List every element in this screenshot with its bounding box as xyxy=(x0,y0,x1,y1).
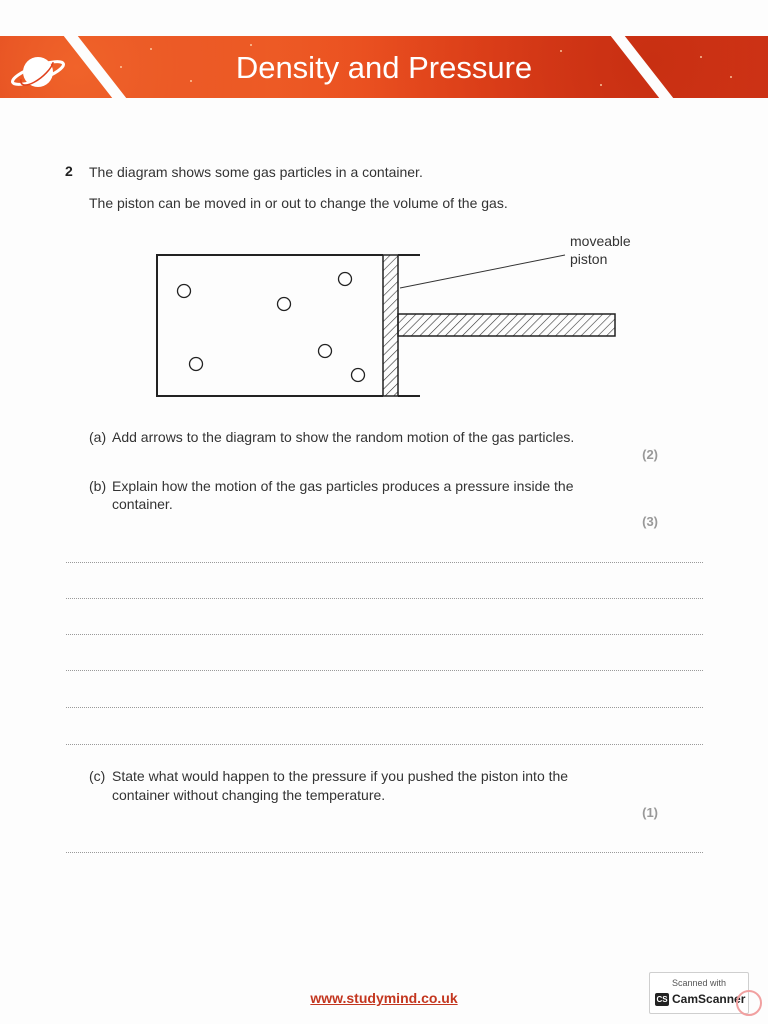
answer-line[interactable] xyxy=(66,562,703,563)
piston-rod xyxy=(398,314,615,336)
watermark-circle-icon xyxy=(736,990,762,1016)
question-intro: The diagram shows some gas particles in a container. xyxy=(89,164,423,180)
answer-line[interactable] xyxy=(66,707,703,708)
page-title: Density and Pressure xyxy=(235,50,533,85)
part-a-text: Add arrows to the diagram to show the random motion of the gas particles. xyxy=(112,429,575,445)
question-number: 2 xyxy=(65,163,73,179)
part-b-text-1: Explain how the motion of the gas particles produces a pressure inside the xyxy=(112,478,574,494)
part-a-marks: (2) xyxy=(642,447,658,462)
part-a-label: (a) xyxy=(89,429,107,445)
footer-website-link[interactable]: www.studymind.co.uk xyxy=(310,990,458,1006)
gas-particle xyxy=(278,298,291,311)
gas-particle xyxy=(339,273,352,286)
part-b-marks: (3) xyxy=(642,514,658,529)
part-c-text-2: container without changing the temperature. xyxy=(112,787,386,803)
part-c-text-1: State what would happen to the pressure if you pushed the piston into the xyxy=(112,768,569,784)
camscanner-logo-icon: CS xyxy=(656,995,668,1004)
part-b-text-2: container. xyxy=(112,496,173,512)
label-pointer-line xyxy=(400,255,565,288)
gas-particle xyxy=(190,358,203,371)
question-intro-piston: The piston can be moved in or out to change the volume of the gas. xyxy=(89,195,508,211)
part-c-label: (c) xyxy=(89,768,106,784)
camscanner-watermark xyxy=(649,972,749,1014)
answer-line[interactable] xyxy=(66,744,703,745)
part-c-marks: (1) xyxy=(642,805,658,820)
answer-line[interactable] xyxy=(66,598,703,599)
piston-label-line-1: moveable xyxy=(570,233,631,249)
gas-particle xyxy=(319,345,332,358)
gas-container-diagram xyxy=(0,0,768,420)
piston-plate xyxy=(383,255,398,396)
gas-particle xyxy=(178,285,191,298)
piston-label-line-2: piston xyxy=(570,251,608,267)
watermark-app-name: CamScanner xyxy=(672,992,746,1006)
part-b-label: (b) xyxy=(89,478,107,494)
answer-line[interactable] xyxy=(66,634,703,635)
answer-line[interactable] xyxy=(66,670,703,671)
gas-particle xyxy=(352,369,365,382)
answer-line[interactable] xyxy=(66,852,703,853)
watermark-scanned-with: Scanned with xyxy=(671,978,727,988)
